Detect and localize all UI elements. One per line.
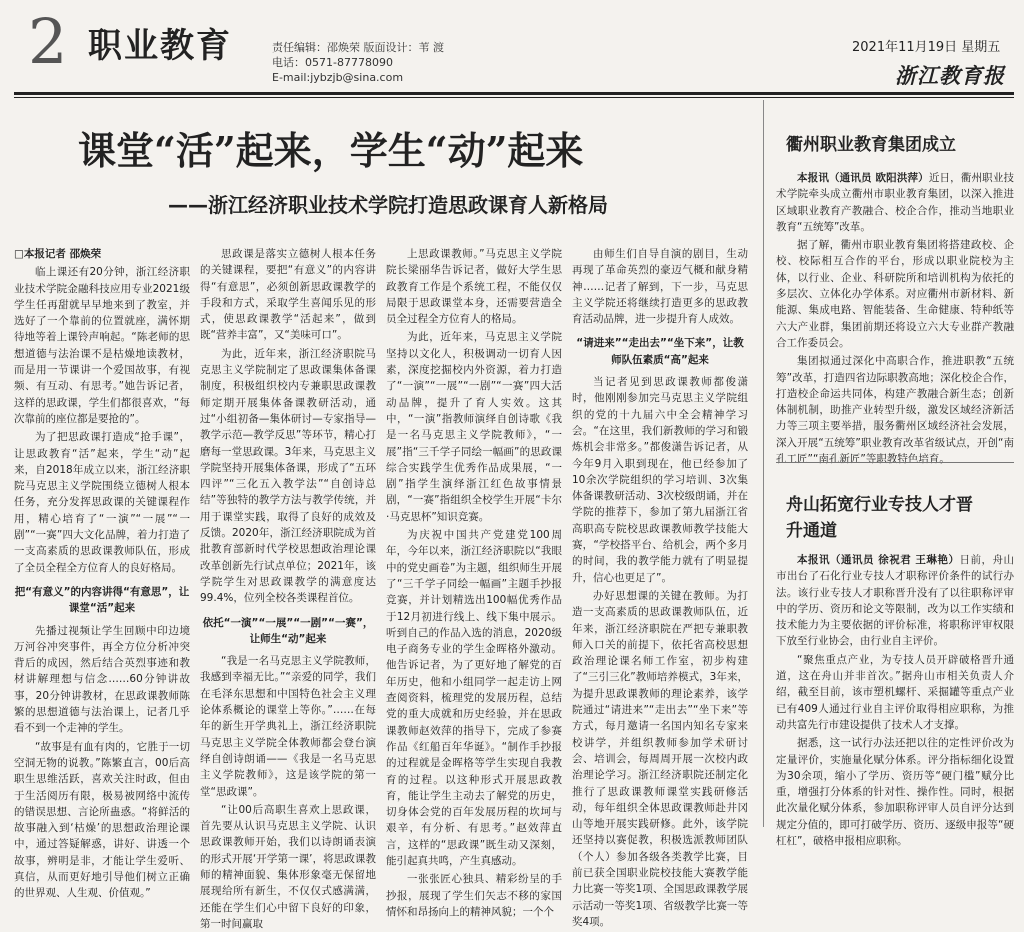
- side-article-1-title: 衢州职业教育集团成立: [786, 135, 956, 155]
- paragraph: 临上课还有20分钟，浙江经济职业技术学院金融科技应用专业2021级学生任再甜就早早地来到了教室，并选好了一个靠前的位置就座，满怀期待地等着上课铃声响起。“陈老师的思想道德与法治课不是枯燥地读教材，而是用一节课讲一个爱国故事，有视频、有互动、有思考。”她告诉记者，这样的思政课，学生们都很喜欢，“每次靠前的座位都是要抢的”。: [14, 266, 190, 425]
- paragraph: “聚焦重点产业，为专技人员开辟破格晋升通道，这在舟山并非首次。”据舟山市相关负责人介绍，截至目前，该市塑机螺杆、采掘罐等重点产业已有409人通过行业自主评价取得相应职称，为推动共富先行市建设提供了技术人才支撑。: [776, 653, 1014, 731]
- paragraph: 为庆祝中国共产党建党100周年，今年以来，浙江经济职院以“我眼中的党史画卷”为主题，组织师生开展了“三千学子同绘一幅画”主题手抄报竞赛，并计划精选出100幅优秀作品于12月初进行线上、线下集中展示。听到自己的作品入选的消息，2020级电子商务专业的学生金晖格外激动。他告诉记者，为了更好地了解党的百年历史，他和小组同学一起走访上网查阅资料，梳理党的发展历程，总结党的重大成就和历史经验，并在思政课教师赵效萍的指导下，完成了参赛作品《红船百年华诞》。“制作手抄报的过程就是金晖格等学生实现自我教育的过程。以这种形式开展思政教育，能让学生主动去了解党的历史，切身体会党的百年发展历程的坎坷与艰辛，有分析、有思考。”赵效萍直言，这样的“思政课”既生动又深刻，能引起真共鸣，产生真感动。: [386, 529, 562, 867]
- paragraph-text: 日前，舟山市出台了石化行业专技人才职称评价条件的试行办法。该行业专技人才职称晋升没有了以往职称评审中的学历、资历和论文等限制，改为以工作实绩和技术能力为主要依据的评价标准，将职称评审权限下放至行业协会，由行业自主评价。: [776, 554, 1015, 648]
- paragraph: 由师生们自导自演的剧目，生动再现了革命英烈的豪迈气概和献身精神……记者了解到，下一步，马克思主义学院还将继续打造更多的思政教育活动品牌，进一步提升育人成效。: [572, 248, 748, 326]
- paragraph: “让00后高职生喜欢上思政课，首先要从认识马克思主义学院、认识思政课教师开始，我们以诗朗诵表演的形式开展‘开学第一课’，将思政课教师的精神面貌、集体形象毫无保留地展现给所有新生，不仅仅式感满满，还能在学生们心中留下良好的印象，第一时间赢取: [200, 803, 376, 930]
- paragraph: 当记者见到思政课教师都俊潇时，他刚刚参加完马克思主义学院组织的党的十九届六中全会精神学习会。“在这里，我们新教师的学习和锻炼机会非常多。”都俊潇告诉记者，从今年9月入职到现在，他已经参加了10余次学院组织的学习培训、3次集体备课教研活动、3次校级朗诵，并在学院的推荐下，参加了第九届浙江省高职高专院校思政课教师教学技能大赛，“学校搭平台、给机会，两个多月的时间，我的教学能力就有了明显提升，信心也更足了”。: [572, 376, 748, 584]
- paragraph: 先播过视频让学生回顾中印边境万河谷冲突事件，再全方位分析冲突背后的成因，然后结合英烈事迹和教材讲解理想与信念……60分钟讲故事，20分钟讲教材，在思政课教师陈繁的思想道德与法治课上，记者几乎看不到一个走神的学生。: [14, 624, 190, 735]
- main-subheadline: ——浙江经济职业技术学院打造思政课育人新格局: [168, 193, 608, 217]
- paragraph: 一张张匠心独具、精彩纷呈的手抄报，展现了学生们矢志不移的家国情怀和昂扬向上的精神风貌；一个个: [386, 873, 562, 918]
- editor-phone: 电话：0571-87778090: [272, 56, 393, 69]
- paragraph: “故事是有血有肉的，它胜于一切空洞无物的说教。”陈繁直言，00后高职生思维活跃，喜欢关注时政，但由于生活阅历有限，极易被网络中流传的错误思想、言论所蛊惑。“将鲜活的故事融入到‘枯燥’的思想政治理论课中，通过答疑解惑，讲好、讲透一个故事，辨明是非，才能让学生爱听、真信，从而更好地引导他们树立正确的世界观、人生观、价值观。”: [14, 740, 190, 900]
- section-subheading: 依托“一演”“一展”“一剧”“一赛”，让师生“动”起来: [202, 616, 374, 645]
- paragraph: 为此，近年来，马克思主义学院坚持以文化人，积极调动一切育人因素，深度挖掘校内外资源，着力打造了“一演”“一展”“一剧”“一赛”四大活动品牌，提升了育人实效。这其中，“一演”指教师演绎自创诗歌《我是一名马克思主义学院教师》，“一展”指“三千学子同绘一幅画”的思政课综合实践学生优秀作品成果展，“一剧”指学生演绎浙江红色故事情景剧，“一赛”指组织全校学生开展“卡尔·马克思杯”知识竞赛。: [386, 331, 562, 523]
- paragraph: [776, 552, 1014, 650]
- paragraph: 据悉，这一试行办法还把以往的定性评价改为定量评价，实施量化赋分体系。评分指标细化设置为30余项，缩小了学历、资历等“硬门槛”赋分比重，增强打分体系的针对性、操作性。同时，根据此次量化赋分体系，参加职称评审人员自评分达到规定分值的，即可打破学历、资历、逐级申报等“硬杠杠”，破格申报相应职称。: [776, 737, 1014, 848]
- side-article-2-title: 舟山拓宽行业专技人才晋升通道: [786, 495, 973, 541]
- article-column-2: [200, 246, 376, 930]
- paragraph: [776, 170, 1014, 235]
- editor-info: [272, 40, 444, 85]
- paragraph: 上思政课教师。”马克思主义学院院长梁丽华告诉记者，做好大学生思政教育工作是个系统工程，不能仅仅局限于思政课堂本身，还需要营造全员全过程全方位育人的格局。: [386, 248, 562, 326]
- main-headline: 课堂“活”起来，学生“动”起来: [78, 128, 584, 173]
- side-article-1: [776, 170, 1015, 466]
- page-number: 2: [28, 5, 68, 78]
- paragraph: “我是一名马克思主义学院教师，我感到幸福无比。”“亲爱的同学，我们在毛泽东思想和中国特色社会主义理论体系概论的课堂上等你。”……在每年的新生开学典礼上，浙江经济职院马克思主义学院全体教师都会登台演绎自创诗朗诵——《我是一名马克思主义学院教师》，这是该学院的第一堂“思政课”。: [200, 655, 376, 798]
- paragraph: 为了把思政课打造成“抢手课”，让思政教育“活”起来，学生“动”起来，自2018年成立以来，浙江经济职院马克思主义学院围绕立德树人根本任务，充分发挥思政课的关键课程作用，精心培育了“一演”“一展”“一剧”“一赛”四大文化品牌，着力打造了一支高素质的思政课教师队伍，形成了全员全程全方位育人的良好格局。: [14, 431, 190, 574]
- column-divider: [763, 100, 764, 827]
- section-title: 职业教育: [88, 26, 232, 66]
- article-column-1: [14, 246, 190, 900]
- top-rule-thin: [14, 97, 1014, 98]
- paragraph: 集团拟通过深化中高职合作，推进职教“五统筹”改革，打造四省边际职教高地；深化校企合作，打造校企命运共同体，构建产教融合新生态；创新体制机制，助推产业转型升级，激发区域经济新活力等三项主要举措，服务衢州区域经济社会发展，深入开展“五统筹”职业教育改革省级试点，开创“南孔工匠”“南孔新匠”等职教特色培育。: [776, 355, 1014, 466]
- editor-credits: 责任编辑：邵焕荣 版面设计：苇 渡: [272, 41, 444, 54]
- side-byline: 本报讯（通讯员 欧阳洪萍）: [797, 172, 929, 184]
- paragraph: 办好思想课的关键在教师。为打造一支高素质的思政课教师队伍，近年来，浙江经济职院在严把专兼职教师入口关的前提下，依托省高校思想政治理论课名师工作室，初步构建了“三引三化”教师培养模式，3年来，为提升思政课教师的理论素养，该学院通过“请进来”“走出去”“坐下来”等方式，每月邀请一名国内知名专家来校讲学，并组织教师参加学术研讨会、培训会，每周周开展一次校内政治理论学习。浙江经济职院还制定化推行了思政课教师课堂实践研修活动，每年组织全体思政课教师赴井冈山等地开展实践研修。此外，该学院还坚持以赛促教，积极选派教师团队（个人）参加各级各类教学比赛，目前已获全国职业院校技能大赛教学能力比赛一等奖1项、全国思政课教学展示活动一等奖1项、省级教学比赛一等奖4项。: [572, 589, 748, 928]
- paragraph: 思政课是落实立德树人根本任务的关键课程，要把“有意义”的内容讲得“有意思”，必须创新思政课教学的手段和方式，采取学生喜闻乐见的形式，使思政课教学“活起来”，做到既“营养丰富”，又“美味可口”。: [200, 248, 376, 342]
- masthead-logo: 浙江教育报: [895, 63, 1005, 88]
- editor-email: E-mail:jybzjb@sina.com: [272, 71, 404, 84]
- article-byline: □本报记者 邵焕荣: [14, 248, 102, 260]
- paragraph-text: 近日，衢州职业技术学院牵头成立衢州市职业教育集团，以深入推进区域职业教育产教融合、校企合作，推动当地职业教育“五统筹”改革。: [776, 172, 1015, 233]
- section-subheading: 把“有意义”的内容讲得“有意思”，让课堂“活”起来: [14, 585, 190, 615]
- paragraph: 据了解，衢州市职业教育集团将搭建政校、企校、校际相互合作的平台，形成以职业院校为主体，以行业、企业、科研院所和培训机构为依托的多层次、立体化办学体系。对应衢州市新材料、新能源、集成电路、智能装备、生命健康、特种纸等六大产业群，集团前期还将设立六大专业群产教融合工作委员会。: [776, 239, 1014, 349]
- side-article-2: [776, 552, 1015, 848]
- side-byline: 本报讯（通讯员 徐祝君 王琳艳）: [797, 554, 960, 566]
- article-column-4: [572, 246, 748, 928]
- side-divider: [776, 462, 1014, 463]
- article-column-3: [386, 246, 562, 918]
- top-rule: [14, 92, 1014, 95]
- section-subheading: “请进来”“走出去”“坐下来”，让教师队伍素质“高”起来: [576, 337, 744, 366]
- paragraph: 为此，近年来，浙江经济职院马克思主义学院制定了思政课集体备课制度，积极组织校内专兼职思政课教师定期开展集体备课教研活动，通过“小组初备—集体研讨—专家指导—教学示范—教学反思”等环节，精心打磨每一堂思政课。3年来，马克思主义学院坚持开展集体备课，形成了“五环四评”“三化五入教学法”“自创诗总结”等独特的教学方法与教学传统，并用于课堂实践，取得了良好的成效及反馈。2020年，浙江经济职院成为首批教育部新时代学校思想政治理论课改革创新先行试点单位；2021年，该学院学生对思政课教学的满意度达99.4%，位列全校各类课程首位。: [200, 347, 376, 605]
- issue-date: 2021年11月19日 星期五: [852, 40, 1001, 55]
